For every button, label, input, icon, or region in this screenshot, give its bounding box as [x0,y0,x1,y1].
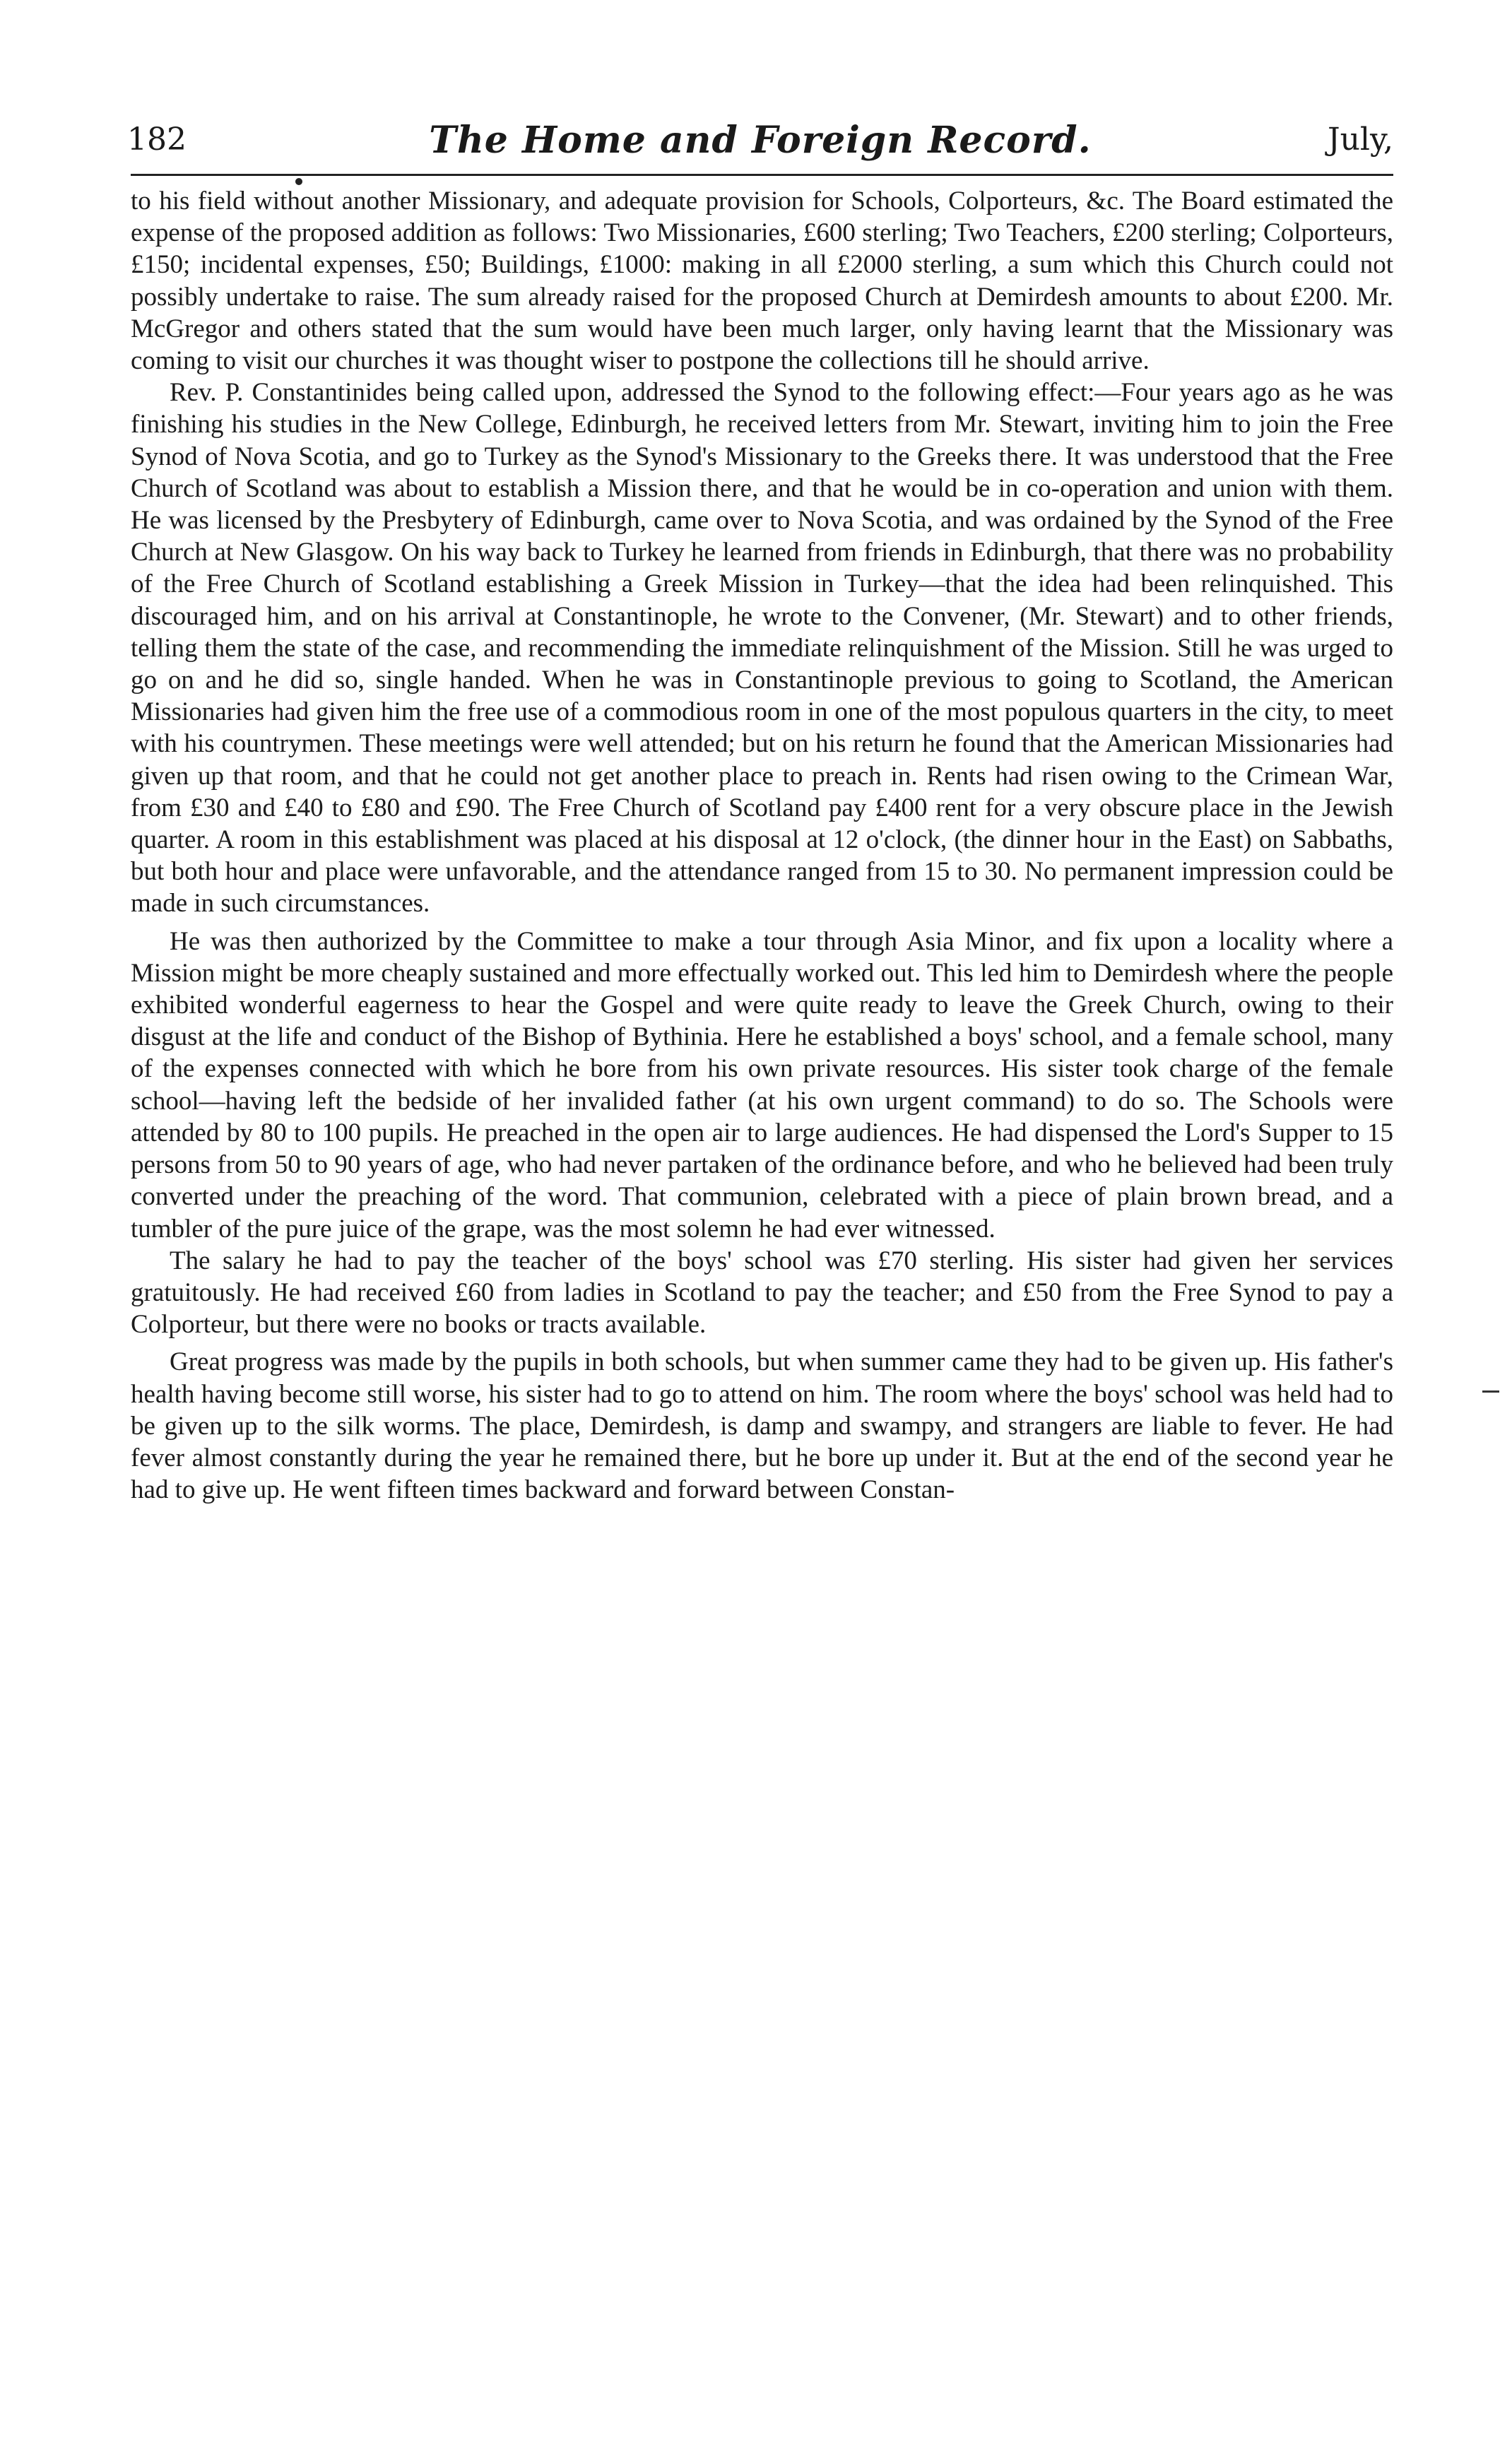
paragraph-5: Great progress was made by the pupils in both schools, but when summer came they had to be given up. His father's health having become still worse, his sister had to go to attend on him. The room where the boys' school was held had to be given up to the silk worms. The place, Demirdesh, is damp and swampy, and strangers are liable to fever. He had fever almost constantly during the year he remained there, but he bore up under it. But at the end of the second year he had to give up. He went fifteen times backward and forward between Constan- [131,1347,1393,1505]
paragraph-2: Rev. P. Constantinides being called upon, addressed the Synod to the following effect:—Four years ago as he was finishing his studies in the New College, Edinburgh, he received letters from Mr. Stewart, inviting him to join the Free Synod of Nova Scotia, and go to Turkey as the Synod's Missionary to the Greeks there. It was understood that the Free Church of Scotland was about to establish a Mission there, and that he would be in co-operation and union with them. He was licensed by the Presbytery of Edinburgh, came over to Nova Scotia, and was ordained by the Synod of the Free Church at New Glasgow. On his way back to Turkey he learned from friends in Edinburgh, that there was no probability of the Free Church of Scotland establishing a Greek Mission in Turkey—that the idea had been relinquished. This discouraged him, and on his arrival at Constantinople, he wrote to the Convener, (Mr. Stewart) and to other friends, telling them the state of the case, and recommending the immediate relinquishment of the Mission. Still he was urged to go on and he did so, single handed. When he was in Constantinople previous to going to Scotland, the American Missionaries had given him the free use of a commodious room in one of the most populous quarters in the city, to meet with his countrymen. These meetings were well attended; but on his return he found that the American Missionaries had given up that room, and that he could not get another place to preach in. Rents had risen owing to the Crimean War, from £30 and £40 to £80 and £90. The Free Church of Scotland pay £400 rent for a very obscure place in the Jewish quarter. A room in this establishment was placed at his disposal at 12 o'clock, (the dinner hour in the East) on Sabbaths, but both hour and place were unfavorable, and the attendance ranged from 15 to 30. No permanent impression could be made in such circumstances. [131,378,1393,919]
margin-mark [1482,1390,1499,1393]
header-month: July, [1327,122,1393,158]
printer-dot [295,178,302,185]
running-title: The Home and Foreign Record. [429,119,1092,162]
paragraph-3: He was then authorized by the Committee to make a tour through Asia Minor, and fix upon a locality where a Mission might be more cheaply sustained and more effectually worked out. This led him to Demirdesh where the people exhibited wonderful eagerness to hear the Gospel and were quite ready to leave the Greek Church, owing to their disgust at the life and conduct of the Bishop of Bythinia. Here he established a boys' school, and a female school, many of the expenses connected with which he bore from his own private resources. His sister took charge of the female school—having left the bedside of her invalided father (at his own urgent command) to do so. The Schools were attended by 80 to 100 pupils. He preached in the open air to large audiences. He had dispensed the Lord's Supper to 15 persons from 50 to 90 years of age, who had never partaken of the ordinance before, and who he believed had been truly converted under the preaching of the word. That communion, celebrated with a piece of plain brown bread, and a tumbler of the pure juice of the grape, was the most solemn he had ever witnessed. [131,926,1393,1244]
paragraph-1: to his field without another Missionary, and adequate provision for Schools, Colporteurs, &c. The Board estimated the expense of the proposed addition as follows: Two Missionaries, £600 sterling; Two Teachers, £200 sterling; Colporteurs, £150; incidental expenses, £50; Buildings, £1000: making in all £2000 sterling, a sum which this Church could not possibly undertake to raise. The sum already raised for the proposed Church at Demirdesh amounts to about £200. Mr. McGregor and others stated that the sum would have been much larger, only having learnt that the Missionary was coming to visit our churches it was thought wiser to postpone the collections till he should arrive. [131,187,1393,376]
article-body [131,185,1393,1506]
page-number: 182 [127,122,187,158]
paragraph-4: The salary he had to pay the teacher of the boys' school was £70 sterling. His sister had given her services gratuitously. He had received £60 from ladies in Scotland to pay the teacher; and £50 from the Free Synod to pay a Colporteur, but there were no books or tracts available. [131,1246,1393,1340]
running-header [127,119,1393,164]
header-rule [131,174,1393,176]
